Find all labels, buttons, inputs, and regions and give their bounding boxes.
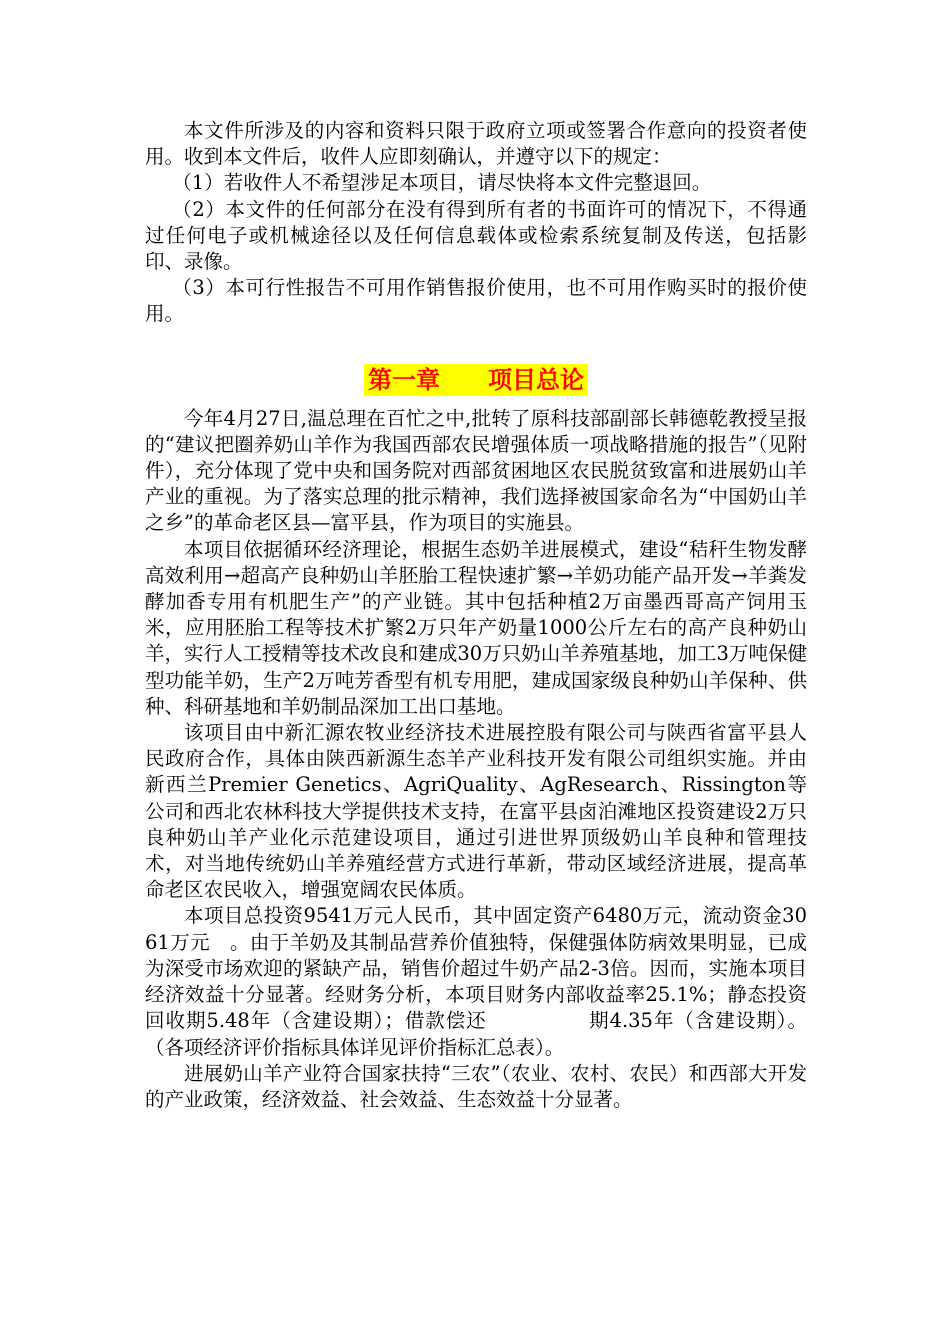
body-paragraph-3: 该项目由中新汇源农牧业经济技术进展控股有限公司与陕西省富平县人民政府合作，具体由陕西新源生态羊产业科技开发有限公司组织实施。并由新西兰Premier Genetics、AgriQuality、AgResearch、Rissington等公司和西北农林科技大学提供技术支持，在富平县卤泊滩地区投资建设2万只良种奶山羊产业化示范建设项目，通过引进世界顶级奶山羊良种和管理技术，对当地传统奶山羊养殖经营方式进行革新，带动区域经济进展，提高革命老区农民收入，增强宽阔农民体质。 (145, 721, 807, 902)
chapter-heading (145, 364, 807, 400)
notice-rule-3: （3）本可行性报告不可用作销售报价使用，也不可用作购买时的报价使用。 (145, 276, 807, 326)
body-paragraph-4: 本项目总投资9541万元人民币，其中固定资产6480万元，流动资金3061万元 。由于羊奶及其制品营养价值独特，保健强体防病效果明显，已成为深受市场欢迎的紧缺产品，销售价超过牛奶产品2-3倍。因而，实施本项目经济效益十分显著。经财务分析，本项目财务内部收益率25.1%；静态投资回收期5.48年（含建设期）；借款偿还 期4.35年（含建设期）。（各项经济评价指标具体详见评价指标汇总表）。 (145, 904, 807, 1059)
body-paragraph-5: 进展奶山羊产业符合国家扶持“三农”（农业、农村、农民）和西部大开发的产业政策，经济效益、社会效益、生态效益十分显著。 (145, 1061, 807, 1111)
notice-intro: 本文件所涉及的内容和资料只限于政府立项或签署合作意向的投资者使用。收到本文件后，收件人应即刻确认，并遵守以下的规定： (145, 119, 807, 169)
notice-rule-1: （1）若收件人不希望涉足本项目，请尽快将本文件完整退回。 (172, 171, 712, 195)
section-spacer (145, 328, 807, 364)
chapter-title: 第一章 项目总论 (364, 364, 588, 396)
body-paragraph-1: 今年4月27日,温总理在百忙之中,批转了原科技部副部长韩德乾教授呈报的“建议把圈养奶山羊作为我国西部农民增强体质一项战略措施的报告”（见附件），充分体现了党中央和国务院对西部贫困地区农民脱贫致富和进展奶山羊产业的重视。为了落实总理的批示精神，我们选择被国家命名为“中国奶山羊之乡”的革命老区县—富平县，作为项目的实施县。 (145, 406, 807, 535)
body-paragraph-2: 本项目依据循环经济理论，根据生态奶羊进展模式，建设“秸秆生物发酵高效利用→超高产良种奶山羊胚胎工程快速扩繁→羊奶功能产品开发→羊粪发酵加香专用有机肥生产”的产业链。其中包括种植2万亩墨西哥高产饲用玉米，应用胚胎工程等技术扩繁2万只年产奶量1000公斤左右的高产良种奶山羊，实行人工授精等技术改良和建成30万只奶山羊养殖基地，加工3万吨保健型功能羊奶，生产2万吨芳香型有机专用肥，建成国家级良种奶山羊保种、供种、科研基地和羊奶制品深加工出口基地。 (145, 537, 807, 718)
notice-rule-2: （2）本文件的任何部分在没有得到所有者的书面许可的情况下，不得通过任何电子或机械途径以及任何信息载体或检索系统复制及传送，包括影印、录像。 (145, 197, 807, 274)
document-page (145, 118, 807, 1113)
